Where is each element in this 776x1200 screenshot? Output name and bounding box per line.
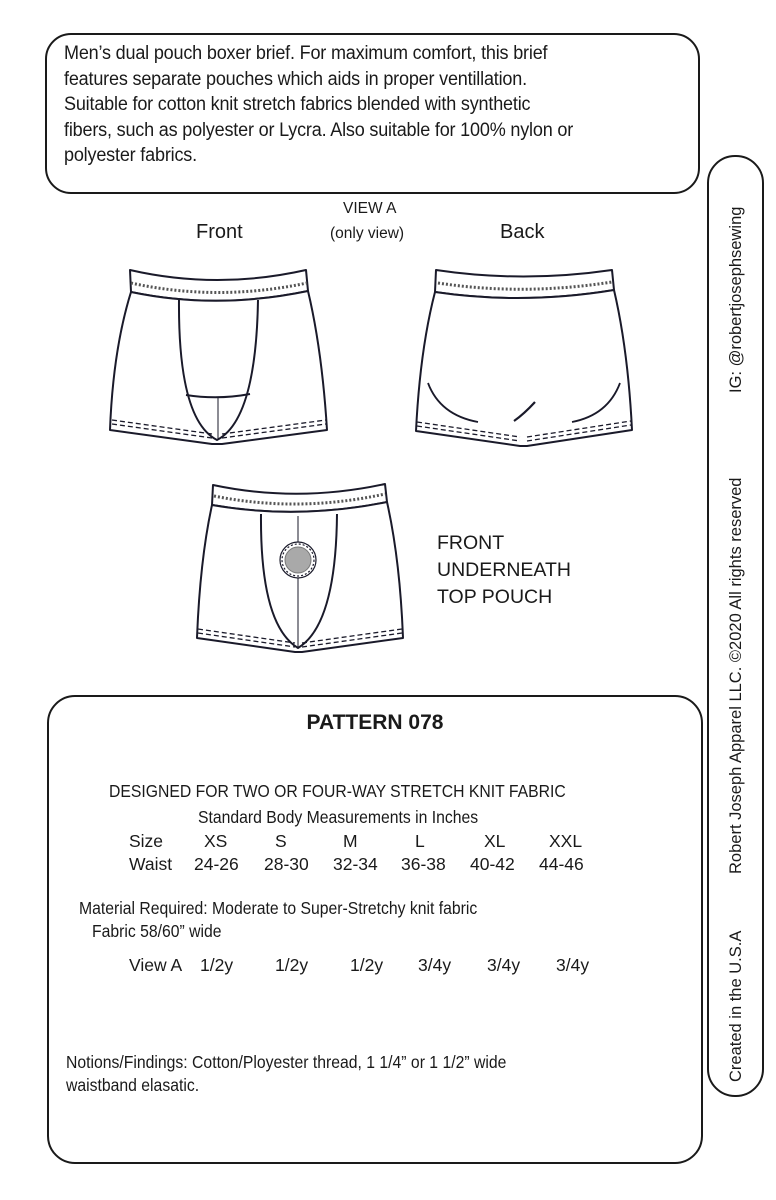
back-label: Back	[500, 221, 545, 243]
yardage-cell: 3/4y	[418, 955, 452, 975]
notions-line: waistband elasatic.	[66, 1075, 200, 1095]
description-line: features separate pouches which aids in proper ventillation.	[64, 67, 527, 90]
size-cell: M	[343, 831, 358, 851]
size-cell: XXL	[549, 831, 583, 851]
front-label: Front	[196, 221, 243, 243]
made-in-label: Created in the U.S.A	[726, 930, 745, 1082]
size-cell: S	[275, 831, 287, 851]
pattern-title: PATTERN 078	[306, 711, 444, 734]
fabric-designation: DESIGNED FOR TWO OR FOUR-WAY STRETCH KNIT FABRIC	[109, 781, 566, 801]
instagram-handle: IG: @robertjosephsewing	[726, 206, 745, 393]
yardage-cell: 1/2y	[350, 955, 384, 975]
size-cell: XS	[204, 831, 228, 851]
vent-circle	[285, 547, 311, 573]
underneath-label-line: FRONT	[437, 532, 505, 554]
size-cell: XL	[484, 831, 506, 851]
fabric-width: Fabric 58/60” wide	[92, 921, 222, 941]
front-underneath-drawing	[197, 484, 403, 652]
waist-cell: 24-26	[194, 854, 239, 874]
underneath-label-line: UNDERNEATH	[437, 559, 571, 581]
description-line: Men’s dual pouch boxer brief. For maximum comfort, this brief	[64, 42, 548, 64]
waist-cell: 28-30	[264, 854, 309, 874]
pattern-info-box	[47, 695, 703, 1164]
waist-label: Waist	[129, 854, 173, 874]
description-line: Suitable for cotton knit stretch fabrics blended with synthetic	[64, 93, 531, 115]
back-view-drawing	[416, 270, 632, 446]
notions-findings	[66, 1051, 506, 1097]
description-line: fibers, such as polyester or Lycra. Also suitable for 100% nylon or	[64, 118, 574, 141]
yardage-cell: 1/2y	[200, 955, 234, 975]
material-required: Material Required: Moderate to Super-Stretchy knit fabric	[79, 898, 478, 918]
size-label: Size	[129, 831, 164, 851]
notions-line: Notions/Findings: Cotton/Ployester thread, 1 1/4” or 1 1/2” wide	[66, 1052, 507, 1072]
description-line: polyester fabrics.	[64, 144, 197, 166]
yardage-cell: 3/4y	[487, 955, 521, 975]
view-subtitle: (only view)	[330, 225, 405, 242]
size-cell: L	[415, 831, 425, 851]
underneath-label-line: TOP POUCH	[437, 586, 553, 608]
waist-cell: 32-34	[333, 854, 378, 874]
measurements-caption: Standard Body Measurements in Inches	[198, 807, 479, 827]
waist-cell: 44-46	[539, 854, 584, 874]
view-title: VIEW A	[343, 200, 397, 217]
front-view-drawing	[110, 270, 327, 444]
waist-cell: 40-42	[470, 854, 515, 874]
waist-cell: 36-38	[401, 854, 446, 874]
yardage-cell: 3/4y	[556, 955, 590, 975]
yardage-cell: 1/2y	[275, 955, 309, 975]
view-a-label: View A	[129, 955, 183, 975]
copyright-label: Robert Joseph Apparel LLC. ©2020 All rights reserved	[726, 477, 745, 874]
